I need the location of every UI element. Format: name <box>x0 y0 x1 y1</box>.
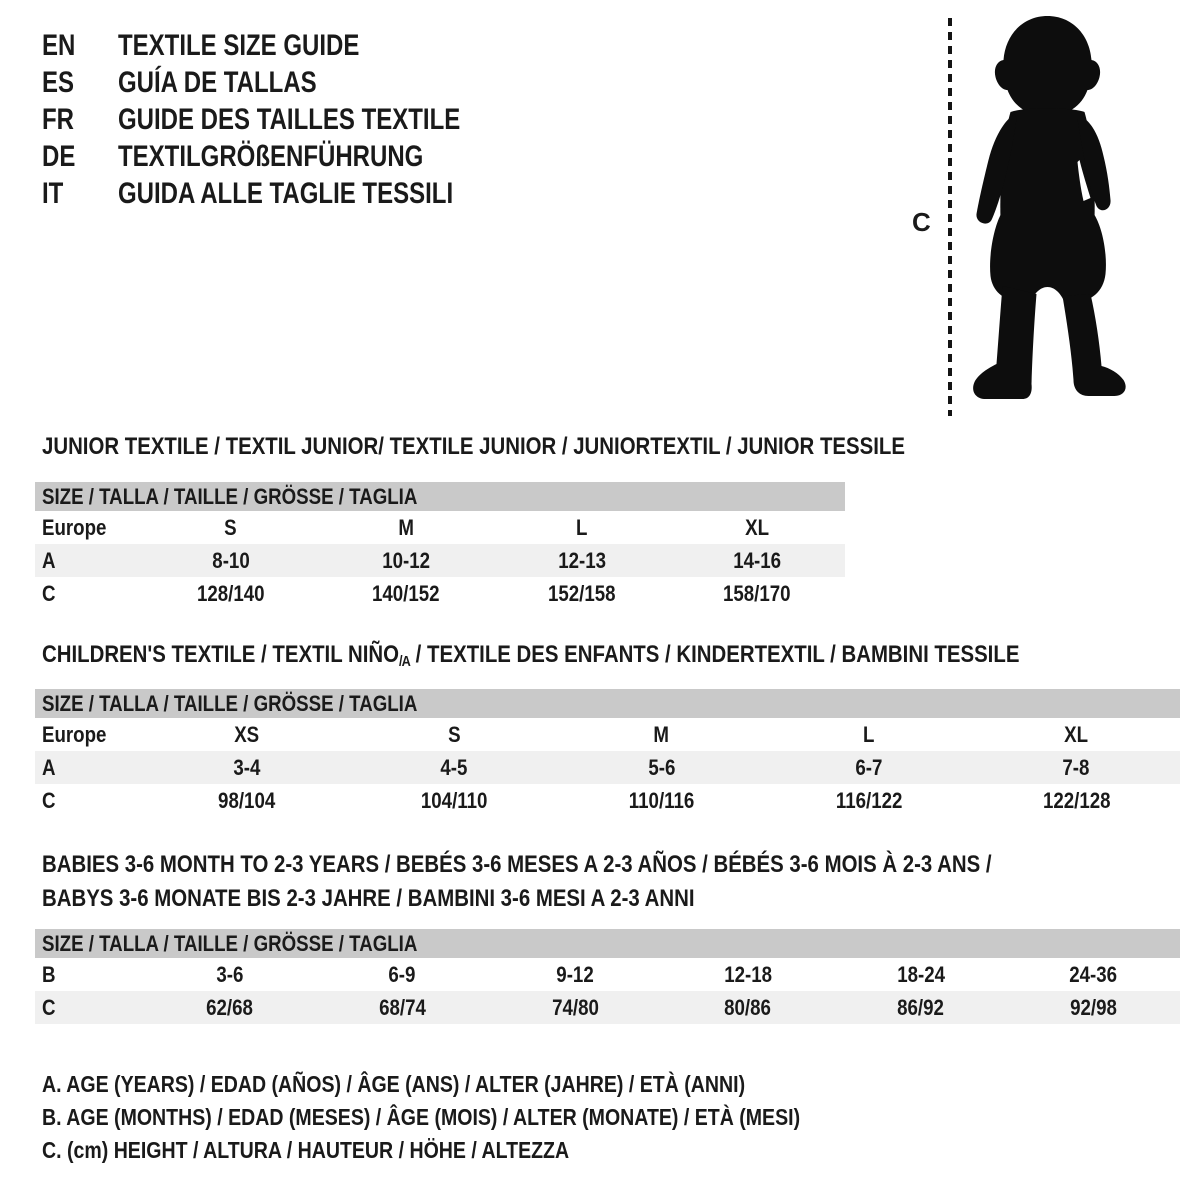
table-row-children-europe <box>35 718 1180 751</box>
row-label <box>35 755 143 781</box>
cell-text: 98/104 <box>218 787 276 813</box>
cell <box>558 722 765 748</box>
cell-text: 74/80 <box>551 994 599 1020</box>
cell-text: 24-36 <box>1069 961 1118 987</box>
cell <box>973 788 1180 814</box>
height-dashed-line <box>948 18 952 416</box>
junior-size-header-bar <box>35 482 845 511</box>
cell-text: 3-4 <box>233 754 261 780</box>
row-label <box>35 962 143 988</box>
guide-title-de: TEXTILGRÖßENFÜHRUNG <box>118 139 424 173</box>
title-subscript: /A <box>398 653 411 670</box>
cell <box>316 995 489 1021</box>
row-label <box>35 515 143 541</box>
title-part2: / TEXTILE DES ENFANTS / KINDERTEXTIL / BAMBINI TESSILE <box>410 641 1020 668</box>
cell <box>350 788 557 814</box>
children-section-title-text <box>42 638 1019 679</box>
toddler-silhouette-icon <box>958 12 1138 412</box>
cell <box>1007 995 1180 1021</box>
junior-size-table <box>35 482 845 610</box>
language-code-it <box>42 177 118 211</box>
row-label <box>35 722 143 748</box>
cell <box>670 515 846 541</box>
cell-text: M <box>653 721 670 747</box>
legend-line-c-text: C. (cm) HEIGHT / ALTURA / HAUTEUR / HÖHE / ALTEZZA <box>42 1137 570 1163</box>
guide-title-it: GUIDA ALLE TAGLIE TESSILI <box>118 176 454 210</box>
cell <box>489 995 662 1021</box>
babies-title-line2: BABYS 3-6 MONATE BIS 2-3 JAHRE / BAMBINI 3-6 MESI A 2-3 ANNI <box>42 885 695 912</box>
cell <box>319 581 495 607</box>
cell <box>143 755 350 781</box>
cell-text: 110/116 <box>628 787 695 813</box>
cell <box>494 581 670 607</box>
cell <box>661 995 834 1021</box>
cell-text: 5-6 <box>647 754 676 780</box>
cell-text: 3-6 <box>215 961 243 987</box>
cell-text: 62/68 <box>206 994 253 1020</box>
guide-title-en: TEXTILE SIZE GUIDE <box>118 28 360 62</box>
cell <box>350 722 557 748</box>
legend-line-b-text: B. AGE (MONTHS) / EDAD (MESES) / ÂGE (MOIS) / ALTER (MONATE) / ETÀ (MESI) <box>42 1104 801 1130</box>
cell <box>661 962 834 988</box>
junior-section-title <box>42 430 1057 464</box>
cell-text: L <box>576 514 588 540</box>
cell-text: 6-9 <box>388 961 416 987</box>
size-header-text: SIZE / TALLA / TAILLE / GRÖSSE / TAGLIA <box>42 483 418 509</box>
cell-text: 128/140 <box>196 580 265 606</box>
children-section-title <box>42 638 1192 679</box>
junior-section-title-text: JUNIOR TEXTILE / TEXTIL JUNIOR/ TEXTILE JUNIOR / JUNIORTEXTIL / JUNIOR TESSILE <box>42 433 905 460</box>
guide-title-es: GUÍA DE TALLAS <box>118 65 317 99</box>
legend-line-a <box>42 1068 934 1101</box>
legend-line-b <box>42 1101 934 1134</box>
size-header-text: SIZE / TALLA / TAILLE / GRÖSSE / TAGLIA <box>42 690 418 716</box>
cell <box>143 722 350 748</box>
table-row-babies-height <box>35 991 1180 1024</box>
cell <box>316 962 489 988</box>
language-code-text: ES <box>42 65 75 99</box>
row-label-text: Europe <box>42 721 107 747</box>
cell <box>350 755 557 781</box>
cell <box>143 515 319 541</box>
cell <box>834 962 1007 988</box>
language-code-fr <box>42 103 118 137</box>
legend-line-a-text: A. AGE (YEARS) / EDAD (AÑOS) / ÂGE (ANS) / ALTER (JAHRE) / ETÀ (ANNI) <box>42 1071 746 1097</box>
language-code-es <box>42 66 118 100</box>
language-code-text: DE <box>42 139 76 173</box>
cell-text: 92/98 <box>1070 994 1117 1020</box>
row-label-text: Europe <box>42 514 107 540</box>
cell <box>143 581 319 607</box>
row-label <box>35 788 143 814</box>
row-label-text: A <box>42 754 56 780</box>
cell <box>670 548 846 574</box>
language-code-text: FR <box>42 102 74 136</box>
row-label-text: A <box>42 547 56 573</box>
row-label <box>35 581 143 607</box>
language-row-en <box>42 27 546 64</box>
cell-text: XS <box>234 721 260 747</box>
language-code-de <box>42 140 118 174</box>
cell <box>143 962 316 988</box>
cell-text: 116/122 <box>835 787 903 813</box>
cell <box>558 788 765 814</box>
cell-text: 6-7 <box>855 754 883 780</box>
language-row-es <box>42 64 546 101</box>
cell <box>319 548 495 574</box>
language-row-fr <box>42 101 546 138</box>
cell-text: 122/128 <box>1042 787 1111 813</box>
cell <box>670 581 846 607</box>
cell-text: 10-12 <box>382 547 431 573</box>
cell <box>143 548 319 574</box>
measurement-legend <box>42 1068 934 1167</box>
row-label <box>35 995 143 1021</box>
legend-line-c <box>42 1134 934 1167</box>
children-size-header-bar <box>35 689 1180 718</box>
size-header-text: SIZE / TALLA / TAILLE / GRÖSSE / TAGLIA <box>42 930 418 956</box>
language-header <box>42 27 546 212</box>
cell-text: 4-5 <box>440 754 468 780</box>
table-row-junior-age <box>35 544 845 577</box>
babies-size-table <box>35 929 1180 1024</box>
cell-text: 140/152 <box>372 580 441 606</box>
cell-text: XL <box>745 514 770 540</box>
row-label-text: C <box>42 994 56 1020</box>
cell-text: 8-10 <box>212 547 250 573</box>
cell-text: 12-13 <box>557 547 606 573</box>
language-code-text: IT <box>42 176 64 210</box>
cell-text: 68/74 <box>378 994 426 1020</box>
cell-text: S <box>447 721 461 747</box>
row-label-text: B <box>42 961 56 987</box>
cell-text: 14-16 <box>733 547 782 573</box>
table-row-children-height <box>35 784 1180 817</box>
cell-text: L <box>863 721 875 747</box>
table-row-babies-months <box>35 958 1180 991</box>
cell <box>973 722 1180 748</box>
cell <box>494 515 670 541</box>
cell <box>558 755 765 781</box>
cell <box>973 755 1180 781</box>
cell <box>834 995 1007 1021</box>
cell-text: 9-12 <box>556 961 594 987</box>
cell-text: 80/86 <box>724 994 772 1020</box>
cell <box>489 962 662 988</box>
cell-text: 12-18 <box>723 961 772 987</box>
language-row-it <box>42 175 546 212</box>
cell <box>765 788 972 814</box>
table-row-junior-height <box>35 577 845 610</box>
cell <box>143 788 350 814</box>
cell-text: XL <box>1064 721 1089 747</box>
table-row-children-age <box>35 751 1180 784</box>
babies-title-line1: BABIES 3-6 MONTH TO 2-3 YEARS / BEBÉS 3-6 MESES A 2-3 AÑOS / BÉBÉS 3-6 MOIS À 2-3 ANS / <box>42 851 992 878</box>
cell-text: 86/92 <box>897 994 945 1020</box>
cell <box>765 722 972 748</box>
cell-text: 104/110 <box>420 787 488 813</box>
children-size-table <box>35 689 1180 817</box>
cell-text: 7-8 <box>1062 754 1090 780</box>
babies-section-title <box>42 848 1159 916</box>
row-label-text: C <box>42 787 56 813</box>
title-part1: CHILDREN'S TEXTILE / TEXTIL NIÑO <box>42 641 399 668</box>
language-code-text: EN <box>42 28 76 62</box>
babies-size-header-bar <box>35 929 1180 958</box>
cell-text: M <box>398 514 415 540</box>
cell <box>319 515 495 541</box>
guide-title-fr: GUIDE DES TAILLES TEXTILE <box>118 102 461 136</box>
language-code-en <box>42 29 118 63</box>
row-label <box>35 548 143 574</box>
cell-text: 158/170 <box>723 580 792 606</box>
table-row-junior-europe <box>35 511 845 544</box>
cell-text: 18-24 <box>896 961 945 987</box>
row-label-text: C <box>42 580 56 606</box>
cell-text: S <box>224 514 237 540</box>
cell <box>1007 962 1180 988</box>
cell <box>494 548 670 574</box>
height-measure-label: C <box>912 207 931 237</box>
language-row-de <box>42 138 546 175</box>
cell-text: 152/158 <box>547 580 616 606</box>
cell <box>765 755 972 781</box>
cell <box>143 995 316 1021</box>
